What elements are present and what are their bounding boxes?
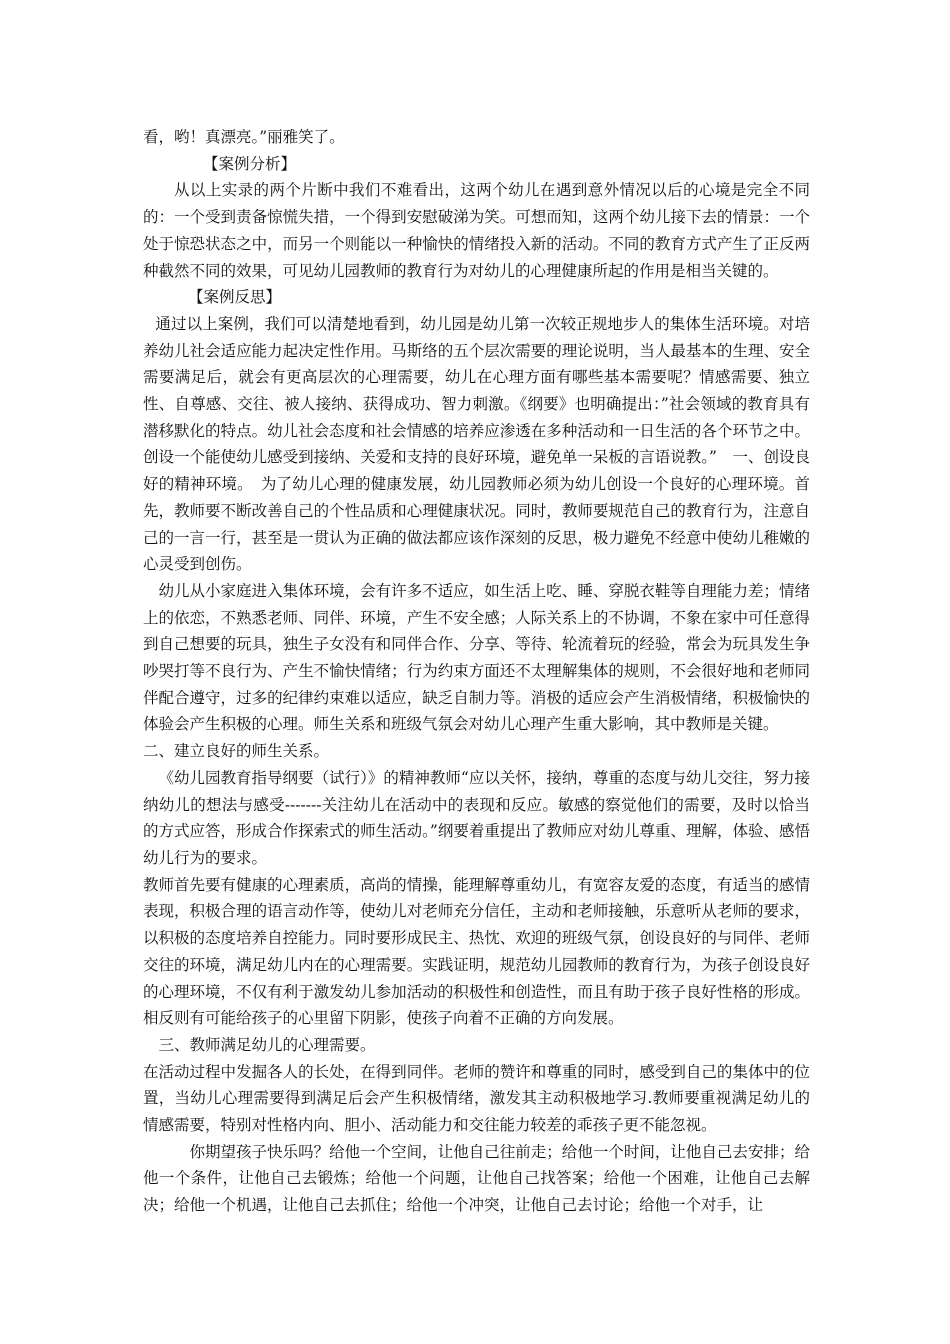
paragraph-activity-process: 在活动过程中发掘各人的长处，在得到同伴。老师的赞许和尊重的同时，感受到自己的集体中的位置，当幼儿心理需要得到满足后会产生积极情绪，激发其主动积极地学习.教师要重视满足幼儿的情感需要，特别对性格内向、胆小、活动能力和交往能力较差的乖孩子更不能忽视。: [143, 1062, 810, 1135]
heading-case-analysis: 【案例分析】: [203, 154, 297, 173]
paragraph-happy-child: 你期望孩子快乐吗？给他一个空间，让他自己往前走；给他一个时间，让他自己去安排；给他一个条件，让他自己去锻炼；给他一个问题，让他自己找答案；给他一个困难，让他自己去解决；给他一个机遇，让他自己去抓住；给他一个冲突，让他自己去讨论；给他一个对手，让: [143, 1142, 810, 1215]
paragraph-teacher-qualities: 教师首先要有健康的心理素质，高尚的情操，能理解尊重幼儿，有宽容友爱的态度，有适当的感情表现，积极合理的语言动作等，使幼儿对老师充分信任，主动和老师接触，乐意听从老师的要求，以积极的态度培养自控能力。同时要形成民主、热忱、欢迎的班级气氛，创设良好的与同伴、老师交往的环境，满足幼儿内在的心理需要。实践证明，规范幼儿园教师的教育行为，为孩子创设良好的心理环境，不仅有利于激发幼儿参加活动的积极性和创造性，而且有助于孩子良好性格的形成。相反则有可能给孩子的心里留下阴影，使孩子向着不正确的方向发展。: [143, 875, 810, 1028]
heading-psychological-needs: 三、教师满足幼儿的心理需要。: [158, 1035, 376, 1054]
paragraph-adaptation: 幼儿从小家庭进入集体环境，会有许多不适应，如生活上吃、睡、穿脱衣鞋等自理能力差；情绪上的依恋，不熟悉老师、同伴、环境，产生不安全感；人际关系上的不协调，不象在家中可任意得到自己想要的玩具，独生子女没有和同伴合作、分享、等待、轮流着玩的经验，常会为玩具发生争吵哭打等不良行为、产生不愉快情绪；行为约束方面还不太理解集体的规则，不会很好地和老师同伴配合遵守，过多的纪律约束难以适应，缺乏自制力等。消极的适应会产生消极情绪，积极愉快的体验会产生积极的心理。师生关系和班级气氛会对幼儿心理产生重大影响，其中教师是关键。: [143, 581, 810, 734]
heading-case-reflection: 【案例反思】: [188, 288, 282, 307]
paragraph-dialogue-ending: 看，哟！真漂亮。”丽雅笑了。: [143, 128, 345, 146]
heading-teacher-student-relationship: 二、建立良好的师生关系。: [143, 742, 330, 761]
document-page: [143, 124, 810, 1219]
paragraph-guideline-quote: 《幼儿园教育指导纲要（试行）》的精神教师“应以关怀，接纳，尊重的态度与幼儿交往，努力接纳幼儿的想法与感受-------关注幼儿在活动中的表现和反应。敏感的察觉他们的需要，及时以恰当的方式应答，形成合作探索式的师生活动。”纲要着重提出了教师应对幼儿尊重、理解，体验、感悟幼儿行为的要求。: [143, 768, 810, 867]
paragraph-case-reflection: 通过以上案例，我们可以清楚地看到，幼儿园是幼儿第一次较正规地步人的集体生活环境。对培养幼儿社会适应能力起决定性作用。马斯络的五个层次需要的理论说明，当人最基本的生理、安全需要满足后，就会有更高层次的心理需要，幼儿在心理方面有哪些基本需要呢？情感需要、独立性、自尊感、交往、被人接纳、获得成功、智力刺激。《纲要》也明确提出：”社会领域的教育具有潜移默化的特点。幼儿社会态度和社会情感的培养应渗透在多种活动和一日生活的各个环节之中。创设一个能使幼儿感受到接纳、关爱和支持的良好环境，避免单一呆板的言语说教。” 一、创设良好的精神环境。 为了幼儿心理的健康发展，幼儿园教师必须为幼儿创设一个良好的心理环境。首先，教师要不断改善自己的个性品质和心理健康状况。同时，教师要规范自己的教育行为，注意自己的一言一行，甚至是一贯认为正确的做法都应该作深刻的反思，极力避免不经意中使幼儿稚嫩的心灵受到创伤。: [143, 314, 810, 574]
paragraph-case-analysis: 从以上实录的两个片断中我们不难看出，这两个幼儿在遇到意外情况以后的心境是完全不同的：一个受到责备惊慌失措，一个得到安慰破涕为笑。可想而知，这两个幼儿接下去的情景：一个处于惊恐状态之中，而另一个则能以一种愉快的情绪投入新的活动。不同的教育方式产生了正反两种截然不同的效果，可见幼儿园教师的教育行为对幼儿的心理健康所起的作用是相当关键的。: [143, 181, 810, 280]
